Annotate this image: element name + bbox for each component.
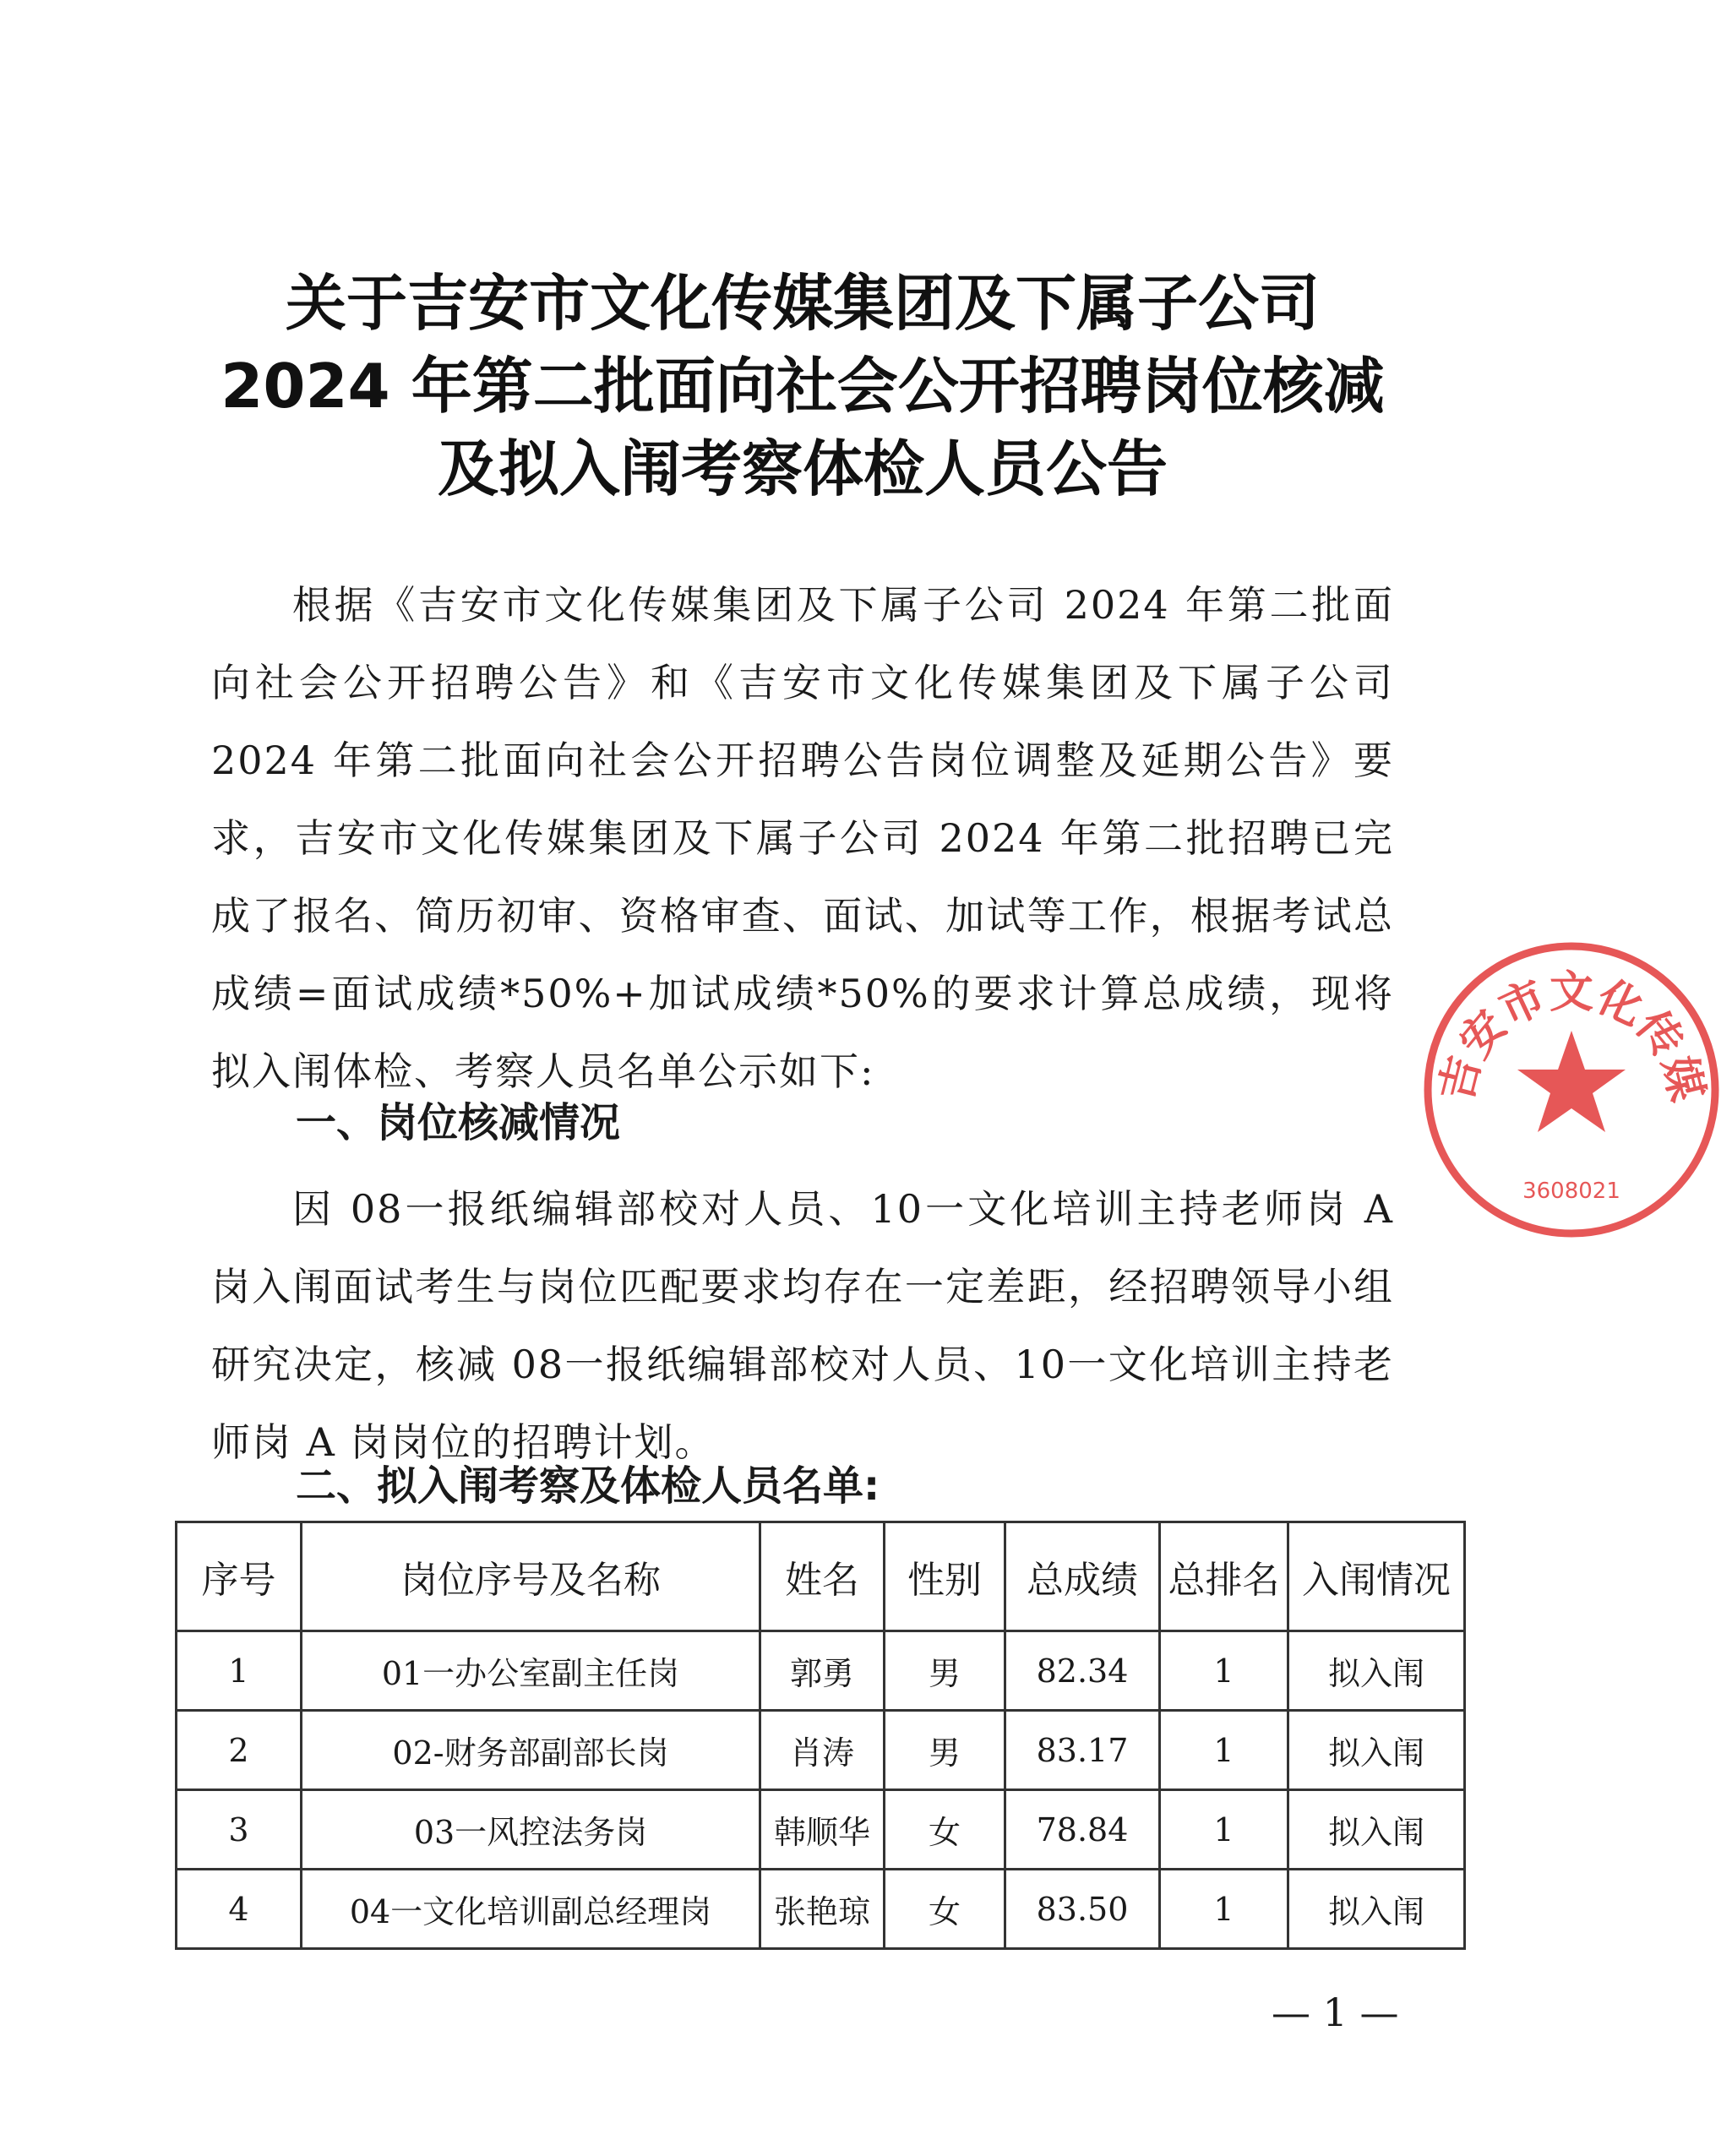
section-1-text: 因 08一报纸编辑部校对人员、10一文化培训主持老师岗 A 岗入闱面试考生与岗位匹配要求均存在一定差距，经招聘领导小组研究决定，核减 08一报纸编辑部校对人员、10一文化培训主持老师岗 A 岗岗位的招聘计划。 bbox=[211, 1186, 1394, 1465]
cell-score: 83.50 bbox=[1005, 1870, 1160, 1949]
cell-position: 02-财务部副部长岗 bbox=[302, 1711, 760, 1790]
cell-score: 78.84 bbox=[1005, 1790, 1160, 1870]
page-number: — 1 — bbox=[1272, 1990, 1399, 2035]
cell-status: 拟入闱 bbox=[1288, 1631, 1465, 1711]
intro-paragraph bbox=[211, 566, 1394, 1110]
cell-status: 拟入闱 bbox=[1288, 1870, 1465, 1949]
header-status: 入闱情况 bbox=[1288, 1522, 1465, 1631]
cell-status: 拟入闱 bbox=[1288, 1711, 1465, 1790]
table-row bbox=[177, 1870, 1465, 1949]
cell-index: 3 bbox=[177, 1790, 302, 1870]
table-row bbox=[177, 1631, 1465, 1711]
header-gender: 性别 bbox=[885, 1522, 1005, 1631]
table-row bbox=[177, 1711, 1465, 1790]
cell-index: 2 bbox=[177, 1711, 302, 1790]
cell-score: 82.34 bbox=[1005, 1631, 1160, 1711]
table-header-row bbox=[177, 1522, 1465, 1631]
svg-text:3608021: 3608021 bbox=[1522, 1179, 1620, 1204]
cell-gender: 男 bbox=[885, 1631, 1005, 1711]
section-2-heading: 二、拟入闱考察及体检人员名单: bbox=[296, 1462, 880, 1510]
title-line-1: 关于吉安市文化传媒集团及下属子公司 bbox=[285, 268, 1320, 339]
cell-name: 韩顺华 bbox=[760, 1790, 885, 1870]
intro-text: 根据《吉安市文化传媒集团及下属子公司 2024 年第二批面向社会公开招聘公告》和《吉安市文化传媒集团及下属子公司 2024 年第二批面向社会公开招聘公告岗位调整及延期公告》要求，吉安市文化传媒集团及下属子公司 2024 年第二批招聘已完成了报名、简历初审、资格审查、面试、加试等工作，根据考试总成绩=面试成绩*50%+加试成绩*50%的要求计算总成绩，现将拟入闱体检、考察人员名单公示如下: bbox=[211, 582, 1394, 1094]
cell-position: 03一风控法务岗 bbox=[302, 1790, 760, 1870]
cell-name: 郭勇 bbox=[760, 1631, 885, 1711]
title-line-2: 2024 年第二批面向社会公开招聘岗位核减 bbox=[221, 351, 1385, 422]
official-seal-icon bbox=[1411, 929, 1732, 1250]
cell-score: 83.17 bbox=[1005, 1711, 1160, 1790]
cell-rank: 1 bbox=[1160, 1631, 1288, 1711]
cell-gender: 女 bbox=[885, 1790, 1005, 1870]
cell-name: 肖涛 bbox=[760, 1711, 885, 1790]
svg-text:吉安市文化传媒: 吉安市文化传媒 bbox=[1430, 967, 1713, 1107]
header-position: 岗位序号及名称 bbox=[302, 1522, 760, 1631]
table-row bbox=[177, 1790, 1465, 1870]
cell-name: 张艳琼 bbox=[760, 1870, 885, 1949]
candidate-table bbox=[175, 1521, 1466, 1950]
document-title bbox=[169, 262, 1436, 510]
cell-gender: 男 bbox=[885, 1711, 1005, 1790]
cell-rank: 1 bbox=[1160, 1711, 1288, 1790]
cell-position: 01一办公室副主任岗 bbox=[302, 1631, 760, 1711]
section-1-paragraph bbox=[211, 1170, 1394, 1481]
header-index: 序号 bbox=[177, 1522, 302, 1631]
cell-position: 04一文化培训副总经理岗 bbox=[302, 1870, 760, 1949]
cell-rank: 1 bbox=[1160, 1790, 1288, 1870]
cell-index: 4 bbox=[177, 1870, 302, 1949]
header-score: 总成绩 bbox=[1005, 1522, 1160, 1631]
section-1-heading: 一、岗位核减情况 bbox=[296, 1099, 621, 1146]
cell-status: 拟入闱 bbox=[1288, 1790, 1465, 1870]
cell-index: 1 bbox=[177, 1631, 302, 1711]
cell-gender: 女 bbox=[885, 1870, 1005, 1949]
header-rank: 总排名 bbox=[1160, 1522, 1288, 1631]
header-name: 姓名 bbox=[760, 1522, 885, 1631]
cell-rank: 1 bbox=[1160, 1870, 1288, 1949]
title-line-3: 及拟入闱考察体检人员公告 bbox=[437, 433, 1168, 504]
